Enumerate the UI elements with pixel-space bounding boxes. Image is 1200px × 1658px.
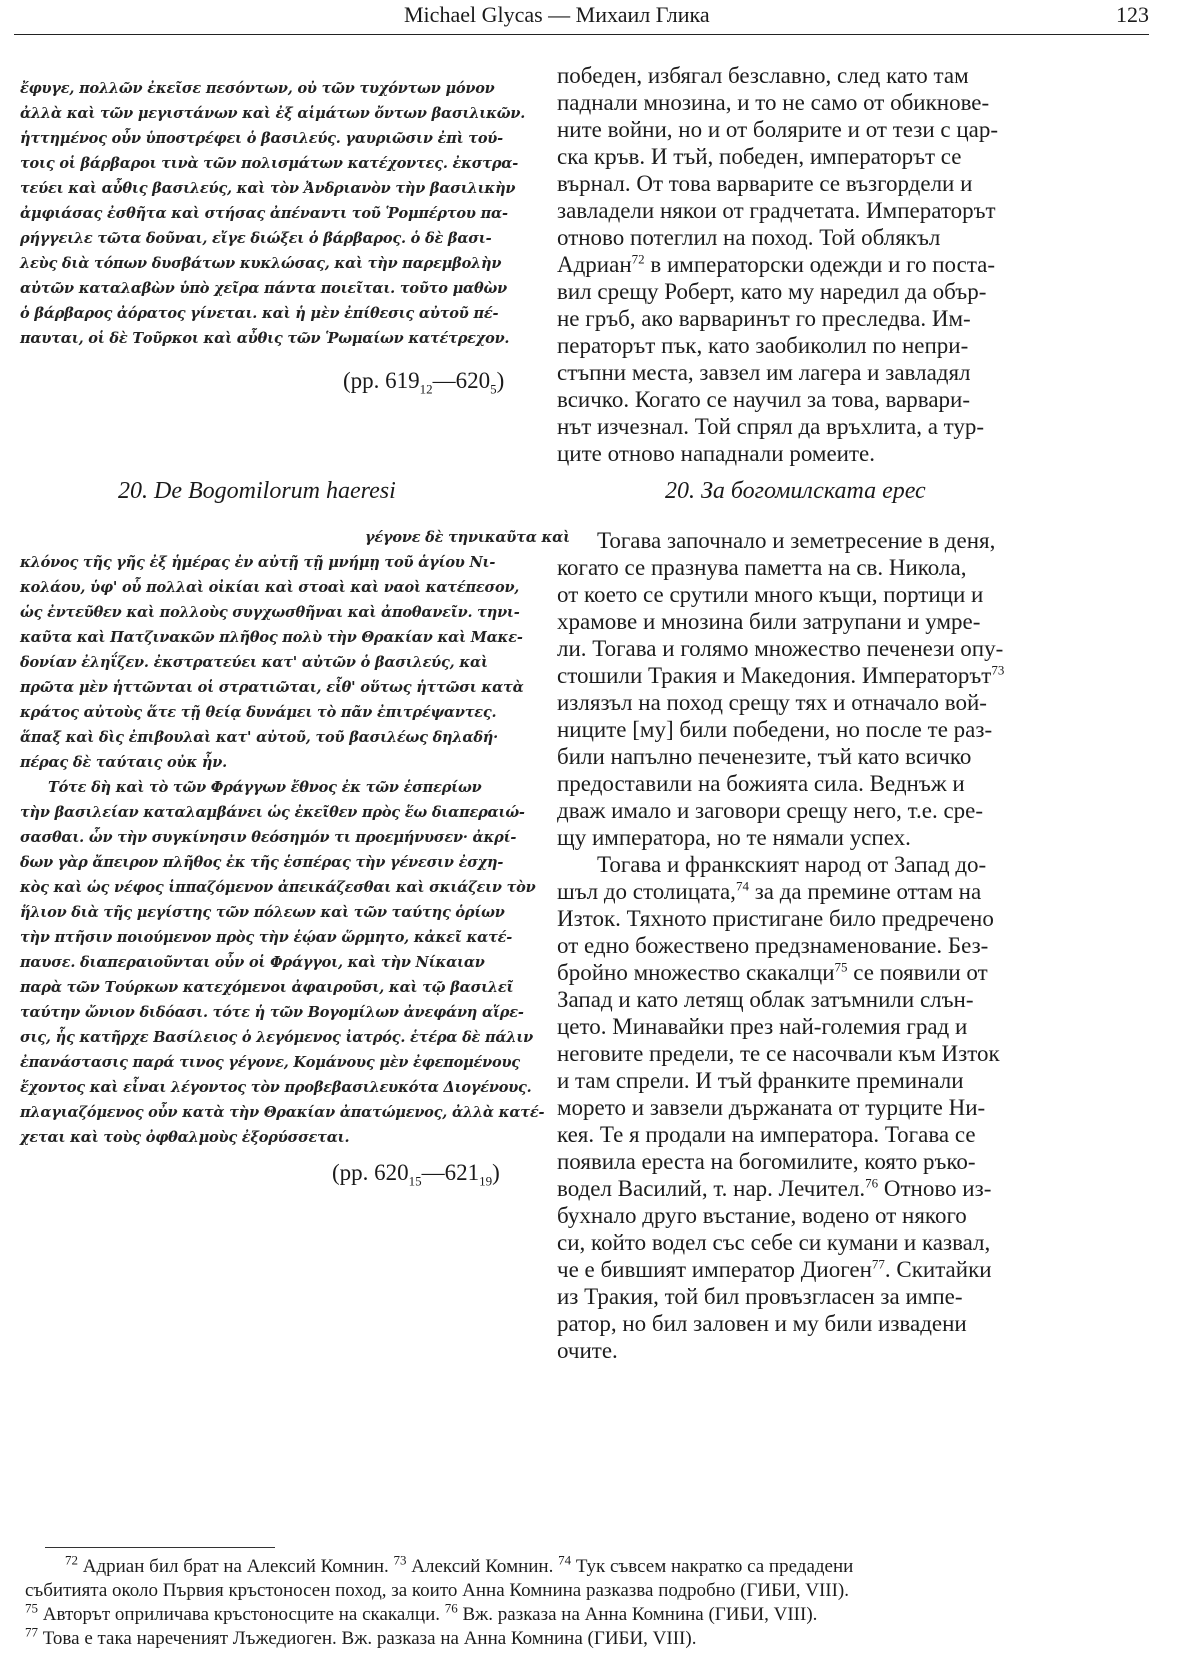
bulgarian-line: не гръб, ако варваринът го преследва. Им- <box>557 306 971 331</box>
greek-line: τὴν πτῆσιν ποιούμενον πρὸς τὴν ἑῴαν ὥρμητο, κἀκεῖ κατέ- <box>20 929 513 946</box>
bulgarian-line: щу императора, но те нямали успех. <box>557 825 911 850</box>
greek-line: κολάου, ὑφ' οὗ πολλαὶ οἰκίαι καὶ στοαὶ καὶ ναοὶ κατέπεσον, <box>20 579 520 596</box>
bulgarian-line: всичко. Когато се научил за това, варвари- <box>557 387 971 412</box>
greek-line: πλαγιαζόμενος οὖν κατὰ τὴν Θρακίαν ἀπατώμενος, ἀλλὰ κατέ- <box>20 1104 545 1121</box>
bulgarian-line: Адриан$^{72}$ в императорски одежди и го поста- <box>557 251 996 277</box>
greek-line: πρῶτα μὲν ἡττῶνται οἱ στρατιῶται, εἶθ' οὕτως ἡττῶσι κατὰ <box>20 679 524 696</box>
header-title: Michael Glycas — Михаил Глика <box>404 2 710 27</box>
greek-line: παυται, οἱ δὲ Τοῦρκοι καὶ αὖθις τῶν Ῥωμαίων κατέτρεχον. <box>20 330 510 347</box>
greek-line: ρήγγειλε τῶτα δοῦναι, εἴγε διώξει ὁ βάρβαρος. ὁ δὲ βασι- <box>20 230 492 247</box>
greek-passage-20 <box>20 525 570 1150</box>
greek-line: παυσε. διαπεραιοῦνται οὖν οἱ Φράγγοι, καὶ τὴν Νίκαιαν <box>20 954 485 971</box>
greek-line: ἔχοντος καὶ εἶναι λέγοντος τὸν προβεβασιλευκότα Διογένους. <box>20 1079 532 1096</box>
bulgarian-line: отново потеглил на поход. Той облякъл <box>557 225 941 250</box>
bulgarian-passage-20 <box>557 527 1157 1364</box>
bulgarian-line: от което се срутили много къщи, портици и <box>557 582 984 607</box>
greek-line: δων γὰρ ἄπειρον πλῆθος ἐκ τῆς ἑσπέρας τὴν γένεσιν ἐσχη- <box>20 854 504 871</box>
greek-line: κλόνος τῆς γῆς ἐξ ἡμέρας ἐν αὐτῇ τῇ μνήμῃ τοῦ ἁγίου Νι- <box>20 554 496 571</box>
greek-passage-19 <box>20 76 550 351</box>
footnote-marker: 76 <box>444 1600 458 1616</box>
footnote-marker: 74 <box>735 878 749 894</box>
greek-line: ἥλιον διὰ τῆς μεγίστης τῶν πόλεων καὶ τῶν ταύτης ὁρίων <box>20 904 505 921</box>
bulgarian-line: нът изчезнал. Той спрял да връхлита, а тур- <box>557 414 985 439</box>
greek-line: ταύτην ὤνιον διδόασι. τότε ἡ τῶν Βογομίλων ἀνεφάνη αἵρε- <box>20 1004 524 1021</box>
bulgarian-line: ратор, но бил заловен и му били извадени <box>557 1311 967 1336</box>
greek-line: ὁ βάρβαρος ἀόρατος γίνεται. καὶ ἡ μὲν ἐπίθεσις αὐτοῦ πέ- <box>20 305 499 322</box>
bulgarian-line: водел Василий, т. нар. Лечител.$^{76}$ Отново из- <box>557 1175 992 1201</box>
greek-line: κὸς καὶ ὡς νέφος ἱππαζόμενον ἀπεικάζεσθαι καὶ σκιάζειν τὸν <box>20 879 536 896</box>
footnotes <box>25 1552 1160 1651</box>
greek-line: πέρας δὲ ταύταις οὐκ ἦν. <box>20 754 227 771</box>
bulgarian-line: завладели някои от градчетата. Императорът <box>557 198 996 223</box>
footnote-marker: 75 <box>25 1600 38 1616</box>
footnote-line: събитията около Първия кръстоносен поход, за които Анна Комнина разказва подробно (ГИБИ, VIII). <box>25 1580 850 1601</box>
greek-line: ἀμφιάσας ἐσθῆτα καὶ στήσας ἀπέναντι τοῦ Ῥομπέρτου πα- <box>20 205 508 222</box>
bulgarian-line: ператорът пък, като заобиколил по непри- <box>557 333 969 358</box>
bulgarian-line: когато се празнува паметта на св. Никола, <box>557 555 967 580</box>
bulgarian-line: и там спрели. И тъй франките преминали <box>557 1068 964 1093</box>
greek-line: ἅπαξ καὶ δὶς ἐπιβουλαὶ κατ' αὐτοῦ, τοῦ βασιλέως δηλαδή· <box>20 729 498 746</box>
footnote-line: $^{72}$ Адриан бил брат на Алексий Комнин. $^{73}$ Алексий Комнин. $^{74}$ Тук съвсем накратко са предадени <box>65 1552 854 1577</box>
bulgarian-line: ните войни, но и от болярите и от тези с цар- <box>557 117 999 142</box>
bulgarian-line: кея. Те я продали на императора. Тогава се <box>557 1122 976 1147</box>
greek-line: παρὰ τῶν Τούρκων κατεχόμενοι ἀφαιροῦσι, καὶ τῷ βασιλεῖ <box>20 979 514 996</box>
footnote-marker: 72 <box>631 251 645 267</box>
greek-line: κράτος αὐτοὺς ἅτε τῇ θείᾳ δυνάμει τὸ πᾶν ἐπιτρέψαντες. <box>20 704 497 721</box>
bulgarian-line: върнал. От това варварите се възгордели и <box>557 171 973 196</box>
bulgarian-line: бройно множество скакалци$^{75}$ се появили от <box>557 959 988 985</box>
bulgarian-line: очите. <box>557 1338 618 1363</box>
bulgarian-line: си, който водел със себе си кумани и казвал, <box>557 1230 991 1255</box>
greek-line: λεὺς διὰ τόπων δυσβάτων κυκλώσας, καὶ τὴν παρεμβολὴν <box>20 255 502 272</box>
footnote-rule <box>45 1547 275 1548</box>
page-reference-20: (pp. $620_{15}—621_{19}$) <box>332 1160 500 1189</box>
page-number: 123 <box>1116 2 1149 27</box>
greek-line: σασθαι. ὧν τὴν συγκίνησιν θεόσημόν τι προεμήνυσεν· ἀκρί- <box>20 829 517 846</box>
section-title-bulgarian: 20. За богомилската ерес <box>665 478 926 504</box>
footnote-marker: 74 <box>558 1552 572 1568</box>
bulgarian-line: вил срещу Роберт, като му наредил да обър- <box>557 279 987 304</box>
bulgarian-line: паднали мнозина, и то не само от обикнове- <box>557 90 990 115</box>
footnote-marker: 73 <box>393 1552 407 1568</box>
greek-line: αὐτῶν καταλαβὼν ὑπὸ χεῖρα πάντα ποιεῖται. τοῦτο μαθὼν <box>20 280 507 297</box>
bulgarian-line: предоставили на божията сила. Веднъж и <box>557 771 965 796</box>
bulgarian-line: излязъл на поход срещу тях и отначало вой- <box>557 690 987 715</box>
bulgarian-line: че е бившият император Диоген$^{77}$. Скитайки <box>557 1256 992 1282</box>
bulgarian-line: цето. Минавайки през най-големия град и <box>557 1014 968 1039</box>
bulgarian-line: от едно божествено предзнаменование. Без- <box>557 933 989 958</box>
footnote-marker: 75 <box>834 959 848 975</box>
bulgarian-line: Изток. Тяхното пристигане било предречено <box>557 906 994 931</box>
greek-line: γέγονε δὲ τηνικαῦτα καὶ <box>365 529 570 546</box>
greek-line: ἡττημένος οὖν ὑποστρέφει ὁ βασιλεύς. γαυριῶσιν ἐπὶ τού- <box>20 130 503 147</box>
running-header <box>14 0 1149 35</box>
greek-line: τεύει καὶ αὖθις βασιλεύς, καὶ τὸν Ἀνδριανὸν τὴν βασιλικὴν <box>20 180 516 197</box>
bulgarian-passage-19 <box>557 62 1157 467</box>
bulgarian-line: морето и завзели държаната от турците Ни- <box>557 1095 986 1120</box>
bulgarian-line: стошили Тракия и Македония. Императорът$^{73}$ <box>557 662 1005 688</box>
footnote-marker: 76 <box>865 1175 879 1191</box>
bulgarian-line: ците отново нападнали ромеите. <box>557 441 875 466</box>
footnote-marker: 77 <box>25 1624 38 1640</box>
greek-line: ὡς ἐντεῦθεν καὶ πολλοὺς συγχωσθῆναι καὶ ἀποθανεῖν. τηνι- <box>20 604 520 621</box>
bulgarian-line: ли. Тогава и голямо множество печенези опу- <box>557 636 1004 661</box>
greek-line: τοις οἱ βάρβαροι τινὰ τῶν πολισμάτων κατέχοντες. ἐκστρα- <box>20 155 519 172</box>
bulgarian-line: бухнало друго въстание, водено от някого <box>557 1203 967 1228</box>
bulgarian-line: били напълно печенезите, тъй като всичко <box>557 744 972 769</box>
footnote-marker: 72 <box>65 1552 78 1568</box>
bulgarian-line: неговите предели, те се насочвали към Изток <box>557 1041 1000 1066</box>
bulgarian-line: из Тракия, той бил провъзгласен за импе- <box>557 1284 963 1309</box>
bulgarian-line: шъл до столицата,$^{74}$ за да премине оттам на <box>557 878 982 904</box>
greek-line: δονίαν ἐληΐζεν. ἐκστρατεύει κατ' αὐτῶν ὁ βασιλεύς, καὶ <box>20 654 488 671</box>
bulgarian-line: Запад и като летящ облак затъмнили слън- <box>557 987 974 1012</box>
greek-line: Τότε δὴ καὶ τὸ τῶν Φράγγων ἔθνος ἐκ τῶν ἑσπερίων <box>48 779 482 796</box>
bulgarian-line: ска кръв. И тъй, победен, императорът се <box>557 144 962 169</box>
greek-line: χεται καὶ τοὺς ὀφθαλμοὺς ἐξορύσσεται. <box>20 1129 350 1146</box>
footnote-marker: 73 <box>991 662 1005 678</box>
bulgarian-line: стъпни места, завзел им лагера и завладял <box>557 360 971 385</box>
greek-line: σις, ἧς κατῆρχε Βασίλειος ὁ λεγόμενος ἰατρός. ἑτέρα δὲ πάλιν <box>20 1029 534 1046</box>
greek-line: ἐπανάστασις παρά τινος γέγονε, Κομάνους μὲν ἐφεπομένους <box>20 1054 520 1071</box>
greek-line: καῦτα καὶ Πατζινακῶν πλῆθος πολὺ τὴν Θρακίαν καὶ Μακε- <box>20 629 523 646</box>
bulgarian-line: Тогава започнало и земетресение в деня, <box>597 528 996 553</box>
greek-line: τὴν βασιλείαν καταλαμβάνει ὡς ἐκεῖθεν πρὸς ἕω διαπεραιώ- <box>20 804 525 821</box>
bulgarian-line: Тогава и франкският народ от Запад до- <box>597 852 987 877</box>
greek-line: ἀλλὰ καὶ τῶν μεγιστάνων καὶ ἐξ αἱμάτων ὄντων βασιλικῶν. <box>20 105 526 122</box>
section-title-latin: 20. De Bogomilorum haeresi <box>118 478 396 504</box>
bulgarian-line: победен, избягал безславно, след като там <box>557 63 969 88</box>
bulgarian-line: появила ереста на богомилите, която ръко- <box>557 1149 976 1174</box>
bulgarian-line: дваж имало и заговори срещу него, т.е. сре- <box>557 798 984 823</box>
bulgarian-line: храмове и мнозина били затрупани и умре- <box>557 609 981 634</box>
footnote-marker: 77 <box>871 1256 885 1272</box>
greek-line: ἔφυγε, πολλῶν ἐκεῖσε πεσόντων, οὐ τῶν τυχόντων μόνον <box>20 80 495 97</box>
footnote-line: $^{75}$ Авторът оприличава кръстоносците на скакалци. $^{76}$ Вж. разказа на Анна Комнина (ГИБИ, VIII). <box>25 1600 818 1625</box>
footnote-line: $^{77}$ Това е така нареченият Лъжедиоген. Вж. разказа на Анна Комнина (ГИБИ, VIII). <box>25 1624 697 1649</box>
bulgarian-line: ниците [му] били победени, но после те раз- <box>557 717 993 742</box>
page-reference-19: (pp. $619_{12}—620_5$) <box>343 368 505 397</box>
